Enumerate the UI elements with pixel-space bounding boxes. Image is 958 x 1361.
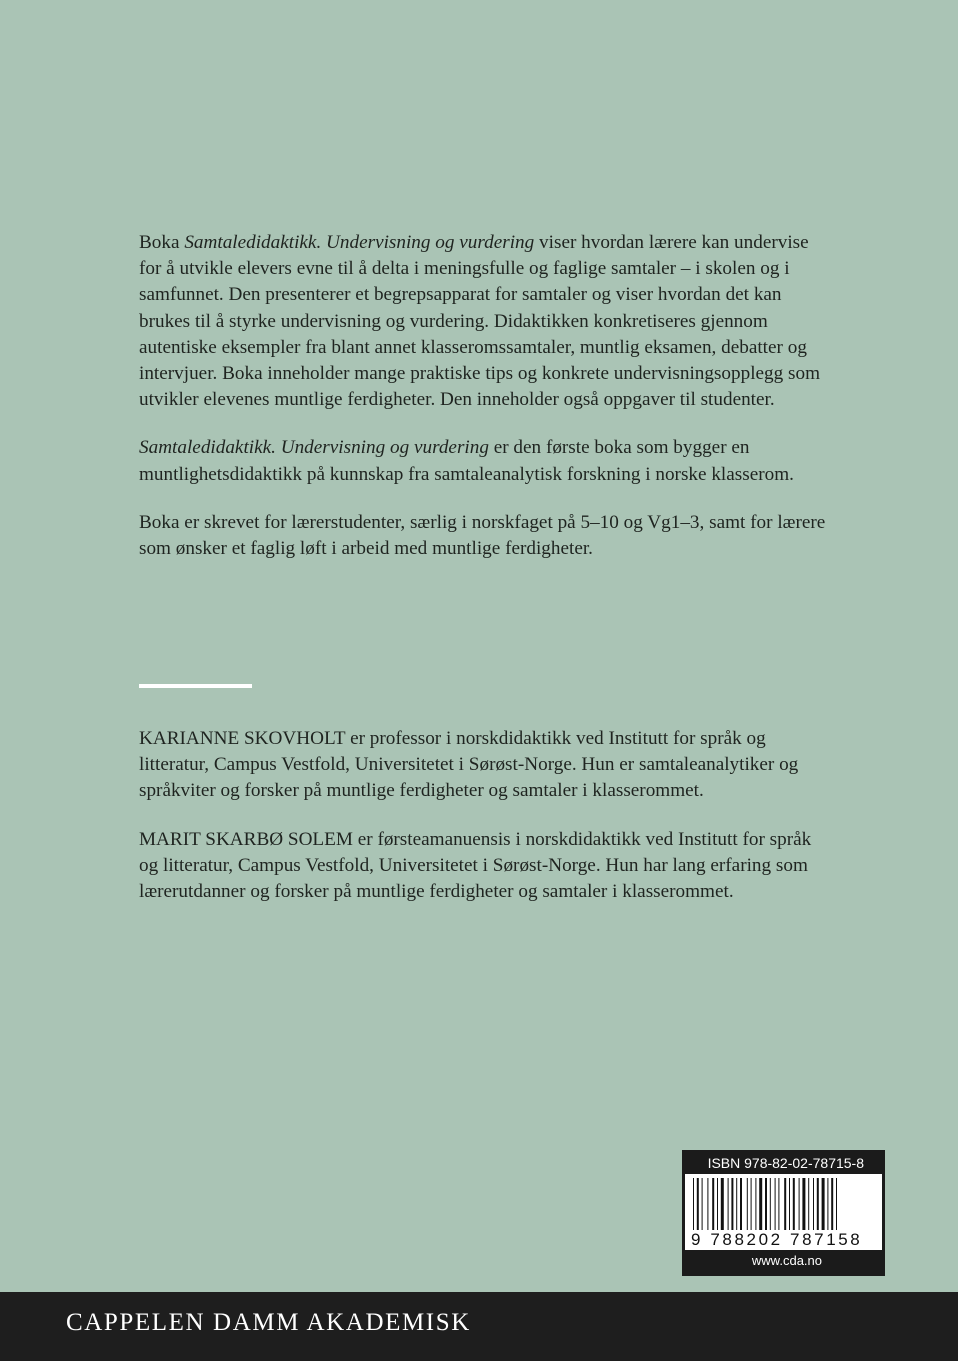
author-bios: [139, 726, 829, 905]
description-paragraph-3: Boka er skrevet for lærerstudenter, særlig i norskfaget på 5–10 og Vg1–3, samt for lærere som ønsker et faglig løft i arbeid med muntlige ferdigheter.: [139, 511, 826, 560]
barcode: [685, 1174, 882, 1250]
description-text: viser hvordan lærere kan undervise for å utvikle elevers evne til å delta i meningsfulle og faglige samtaler – i skolen og i samfunnet. Den presenterer et begrepsapparat for samtaler og viser hvordan det kan brukes til å styrke undervisning og vurdering. Didaktikken konkretiseres gjennom autentiske eksempler fra blant annet klasseromssamtaler, muntlig eksamen, debatter og intervjuer. Boka inneholder mange praktiske tips og konkrete undervisningsopplegg som utvikler elevenes muntlige ferdigheter. Den inneholder også oppgaver til studenter.: [139, 232, 821, 411]
section-divider: [139, 684, 252, 688]
isbn-barcode-box: [682, 1150, 885, 1276]
description-text: er den første boka som bygger en muntlighetsdidaktikk på kunnskap fra samtaleanalytisk forskning i norske klasserom.: [139, 437, 794, 485]
description-paragraph-1: [139, 230, 829, 413]
barcode-digits: 9 788202 787158: [685, 1230, 882, 1250]
author-bio-1: KARIANNE SKOVHOLT er professor i norskdidaktikk ved Institutt for språk og litteratur, Campus Vestfold, Universitetet i Sørøst-Norge. Hun er samtaleanalytiker og språkviter og forsker på muntlige ferdigheter og samtaler i klasserommet.: [139, 728, 799, 802]
author-bio-2: MARIT SKARBØ SOLEM er førsteamanuensis i norskdidaktikk ved Institutt for språk og litteratur, Campus Vestfold, Universitetet i Sørøst-Norge. Hun har lang erfaring som lærerutdanner og forsker på muntlige ferdigheter og samtaler i klasserommet.: [139, 828, 812, 903]
publisher-footer: [0, 1292, 958, 1361]
book-title-italic: Samtaledidaktikk. Undervisning og vurdering: [184, 232, 535, 253]
publisher-logo-text: CAPPELEN DAMM AKADEMISK: [66, 1309, 471, 1336]
description-lead: Boka: [139, 232, 185, 253]
description-paragraph-2: [139, 435, 829, 487]
book-description: [139, 230, 829, 562]
website-link[interactable]: www.cda.no: [751, 1253, 822, 1268]
book-title-italic: Samtaledidaktikk. Undervisning og vurdering: [139, 437, 489, 459]
isbn-label: ISBN 978-82-02-78715-8: [707, 1155, 864, 1171]
